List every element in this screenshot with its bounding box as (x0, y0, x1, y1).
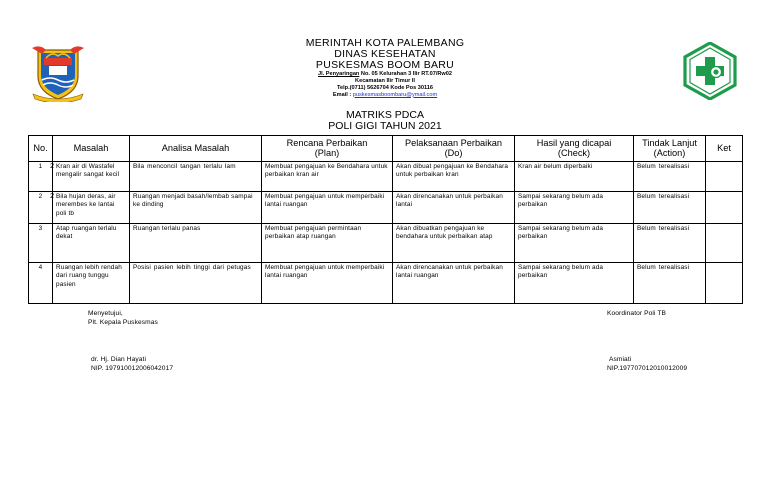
cell-no: 2 (29, 192, 53, 224)
letterhead (220, 38, 550, 98)
cell-plan: Membuat pengajuan untuk memperbaiki lantai ruangan (262, 192, 393, 224)
cell-check: Sampai sekarang belum ada perbaikan (515, 224, 634, 263)
cell-plan: Membuat pengajuan permintaan perbaikan atap ruangan (262, 224, 393, 263)
row-mark: 2 (50, 191, 55, 200)
cell-action: Belum terealisasi (634, 162, 706, 192)
cell-ket (706, 192, 743, 224)
cell-analisa: Posisi pasien lebih tinggi dari petugas (130, 263, 262, 304)
approval-block (88, 310, 158, 328)
email-line (220, 93, 550, 99)
palembang-emblem-logo (32, 42, 84, 102)
header-plan: Rencana Perbaikan (Plan) (262, 136, 393, 162)
cell-action: Belum terealisasi (634, 263, 706, 304)
cell-no: 3 (29, 224, 53, 263)
coordinator-nip: NIP.197707012010012009 (607, 364, 688, 372)
approval-label: Menyetujui, (88, 310, 123, 317)
cell-check: Sampai sekarang belum ada perbaikan (515, 263, 634, 304)
document-title (260, 110, 510, 133)
cell-do: Akan dibuatkan pengajuan ke bendahara untuk perbaikan atap (393, 224, 515, 263)
approver-nip: NIP. 197910012006042017 (91, 364, 174, 372)
cell-masalah: 2 Bila hujan deras, air merembes ke lantai poli tb (53, 192, 130, 224)
cell-ket (706, 224, 743, 263)
cell-plan: Membuat pengajuan untuk memperbaiki lantai ruangan (262, 263, 393, 304)
cell-analisa: Ruangan menjadi basah/lembab sampai ke dinding (130, 192, 262, 224)
table-row (29, 263, 743, 304)
header-analisa: Analisa Masalah (130, 136, 262, 162)
department-name: DINAS KESEHATAN (334, 48, 436, 61)
approver-name: dr. Hj. Dian Hayati (91, 356, 147, 363)
cell-analisa: Ruangan terlalu panas (130, 224, 262, 263)
coordinator-name: Asmiati (609, 356, 632, 363)
email-link[interactable]: puskesmasboombaru@ymail.com (352, 91, 438, 98)
cell-do: Akan direncanakan untuk perbaikan lantai ruangan (393, 263, 515, 304)
header-check: Hasil yang dicapai (Check) (515, 136, 634, 162)
cell-no: 4 (29, 263, 53, 304)
header-no: No. (29, 136, 53, 162)
cell-do: Akan dibuat pengajuan ke Bendahara untuk perbaikan kran (393, 162, 515, 192)
table-row (29, 192, 743, 224)
clinic-name: PUSKESMAS BOOM BARU (315, 59, 455, 72)
cell-no: 1 (29, 162, 53, 192)
coordinator-block (607, 310, 666, 319)
cell-check: Kran air belum diperbaiki (515, 162, 634, 192)
district-line: Kecamatan Ilir Timur II (355, 77, 415, 84)
approver-signature (91, 356, 173, 374)
row-mark: 2 (50, 161, 55, 170)
coordinator-signature (607, 356, 687, 374)
cell-action: Belum terealisasi (634, 192, 706, 224)
cell-analisa: Bila menconcil tangan terlalu lam (130, 162, 262, 192)
cell-masalah: Ruangan lebih rendah dari ruang tunggu pasien (53, 263, 130, 304)
phone-line: Telp.(0711) 5626704 Kode Pos 30116 (337, 84, 433, 91)
cell-plan: Membuat pengajuan ke Bendahara untuk perbaikan kran air (262, 162, 393, 192)
cell-ket (706, 162, 743, 192)
table-row (29, 162, 743, 192)
cell-do: Akan direncanakan untuk perbaikan lantai (393, 192, 515, 224)
cell-ket (706, 263, 743, 304)
cell-masalah: Atap ruangan terlalu dekat (53, 224, 130, 263)
address-label: Jl. Penyaringan (318, 71, 360, 78)
government-name: MERINTAH KOTA PALEMBANG (305, 37, 465, 49)
pdca-matrix-table (28, 135, 743, 304)
header-ket: Ket (706, 136, 743, 162)
title-line-1: MATRIKS PDCA (346, 109, 424, 121)
cell-check: Sampai sekarang belum ada perbaikan (515, 192, 634, 224)
coordinator-position: Koordinator Poli TB (607, 310, 666, 317)
header-masalah: Masalah (53, 136, 130, 162)
cell-action: Belum terealisasi (634, 224, 706, 263)
title-line-2: POLI GIGI TAHUN 2021 (328, 120, 442, 133)
puskesmas-logo (682, 42, 738, 100)
header-action: Tindak Lanjut (Action) (634, 136, 706, 162)
email-label: Email : (332, 91, 353, 98)
header-do: Pelaksanaan Perbaikan (Do) (393, 136, 515, 162)
approver-position: Plt. Kepala Puskesmas (88, 318, 158, 326)
table-row (29, 224, 743, 263)
table-header-row (29, 136, 743, 162)
cell-masalah: 2 Kran air di Wastafel mengalir sangat kecil (53, 162, 130, 192)
address-rest: No. 05 Kelurahan 3 Ilir RT.07/Rw02 (359, 71, 452, 78)
